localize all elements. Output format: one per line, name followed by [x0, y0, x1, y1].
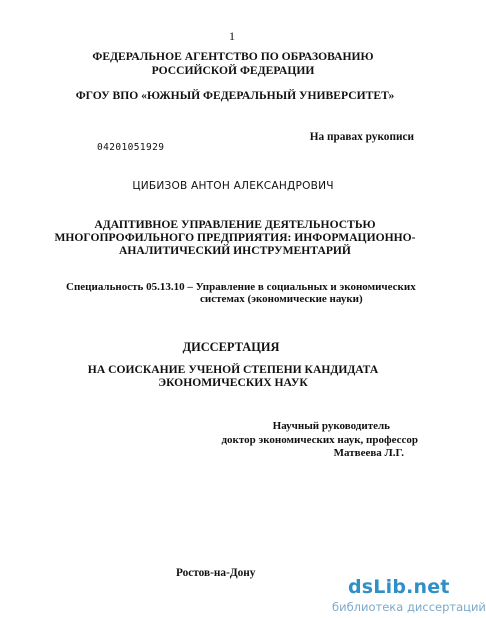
advisor-name: Матвеева Л.Г.: [333, 447, 404, 459]
degree-line-1: НА СОИСКАНИЕ УЧЕНОЙ СТЕПЕНИ КАНДИДАТА: [87, 363, 379, 376]
degree-line-2: ЭКОНОМИЧЕСКИХ НАУК: [158, 376, 308, 389]
rights-note: На правах рукописи: [309, 131, 414, 143]
specialty-text-line-1: – Управление в социальных и экономических: [184, 281, 416, 293]
document-type: ДИССЕРТАЦИЯ: [182, 340, 280, 354]
specialty-label: Специальность 05.13.10: [66, 281, 185, 293]
agency-heading: [8, 50, 458, 78]
author-name: ЦИБИЗОВ АНТОН АЛЕКСАНДРОВИЧ: [132, 180, 334, 192]
registration-number: 04201051929: [97, 142, 165, 153]
city: Ростов-на-Дону: [176, 567, 256, 579]
university-name: ФГОУ ВПО «ЮЖНЫЙ ФЕДЕРАЛЬНЫЙ УНИВЕРСИТЕТ»: [75, 89, 395, 102]
watermark-subtitle: библиотека диссертаций: [332, 600, 486, 614]
specialty-text-line-2: системах (экономические науки): [200, 293, 363, 305]
advisor-block: [221, 420, 418, 461]
title-line-1: АДАПТИВНОЕ УПРАВЛЕНИЕ ДЕЯТЕЛЬНОСТЬЮ: [94, 218, 376, 231]
watermark-logo: dsLib.net: [348, 576, 450, 598]
agency-line-2: РОССИЙСКОЙ ФЕДЕРАЦИИ: [151, 64, 315, 77]
page-number: 1: [229, 29, 235, 43]
watermark: [330, 576, 486, 616]
dissertation-title: [10, 218, 460, 257]
advisor-credentials: доктор экономических наук, профессор: [221, 433, 418, 446]
agency-line-1: ФЕДЕРАЛЬНОЕ АГЕНТСТВО ПО ОБРАЗОВАНИЮ: [92, 50, 374, 63]
advisor-role: Научный руководитель: [272, 420, 390, 432]
degree-heading: [8, 363, 458, 389]
title-line-2: МНОГОПРОФИЛЬНОГО ПРЕДПРИЯТИЯ: ИНФОРМАЦИОННО-: [54, 231, 416, 244]
title-line-3: АНАЛИТИЧЕСКИЙ ИНСТРУМЕНТАРИЙ: [119, 244, 351, 257]
